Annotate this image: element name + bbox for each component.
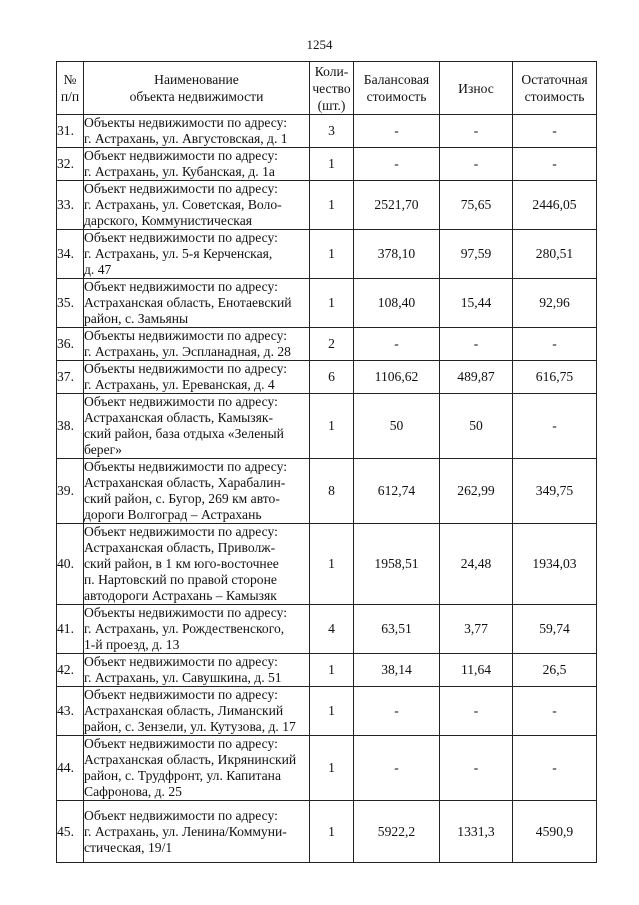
balance-value-cell: 108,40: [354, 279, 440, 328]
property-name-line: 1-й проезд, д. 13: [84, 637, 180, 652]
balance-value-cell: 5922,2: [354, 801, 440, 863]
residual-value-cell: 349,75: [513, 459, 597, 524]
row-number: 35.: [57, 279, 84, 328]
property-name-line: дороги Волгоград – Астрахань: [84, 507, 262, 522]
row-number: 43.: [57, 687, 84, 736]
header-qty: [310, 62, 354, 115]
residual-value-cell: -: [513, 328, 597, 361]
residual-value-cell: 280,51: [513, 230, 597, 279]
wear-cell: 50: [440, 394, 513, 459]
property-name-line: г. Астрахань, ул. 5-я Керченская,: [84, 246, 273, 261]
property-name-line: Астраханская область, Харабалин-: [84, 475, 286, 490]
quantity-cell: 1: [310, 230, 354, 279]
quantity-cell: 1: [310, 524, 354, 605]
residual-value-cell: -: [513, 148, 597, 181]
header-line: Остаточная: [521, 72, 588, 87]
residual-value-cell: 26,5: [513, 654, 597, 687]
header-line: п/п: [60, 89, 80, 104]
quantity-cell: 1: [310, 687, 354, 736]
property-name-line: Объекты недвижимости по адресу:: [84, 361, 287, 376]
balance-value-cell: 378,10: [354, 230, 440, 279]
residual-value-cell: 4590,9: [513, 801, 597, 863]
header-line: стоимость: [366, 89, 427, 104]
row-number: 40.: [57, 524, 84, 605]
balance-value-cell: 50: [354, 394, 440, 459]
row-number: 38.: [57, 394, 84, 459]
table-row: [57, 605, 597, 654]
table-row: [57, 115, 597, 148]
row-number: 34.: [57, 230, 84, 279]
wear-cell: 1331,3: [440, 801, 513, 863]
row-number: 45.: [57, 801, 84, 863]
property-name-line: Объект недвижимости по адресу:: [84, 279, 278, 294]
page-number: 1254: [306, 37, 333, 52]
quantity-cell: 1: [310, 279, 354, 328]
row-number: 41.: [57, 605, 84, 654]
quantity-cell: 2: [310, 328, 354, 361]
table-row: [57, 181, 597, 230]
property-name: [84, 801, 310, 863]
quantity-cell: 1: [310, 181, 354, 230]
property-name-line: г. Астрахань, ул. Советская, Воло-: [84, 197, 282, 212]
property-name-line: Объекты недвижимости по адресу:: [84, 459, 287, 474]
residual-value-cell: 1934,03: [513, 524, 597, 605]
table-row: [57, 328, 597, 361]
property-name-line: район, с. Замьяны: [84, 311, 189, 326]
balance-value-cell: -: [354, 115, 440, 148]
row-number: 36.: [57, 328, 84, 361]
table-row: [57, 361, 597, 394]
property-name-line: г. Астрахань, ул. Августовская, д. 1: [84, 131, 288, 146]
property-name-line: г. Астрахань, ул. Кубанская, д. 1а: [84, 164, 275, 179]
balance-value-cell: 612,74: [354, 459, 440, 524]
property-name-line: Объект недвижимости по адресу:: [84, 148, 278, 163]
property-name-line: г. Астрахань, ул. Ереванская, д. 4: [84, 377, 275, 392]
quantity-cell: 4: [310, 605, 354, 654]
balance-value-cell: 63,51: [354, 605, 440, 654]
header-line: Коли-: [314, 63, 349, 79]
balance-value-cell: 1958,51: [354, 524, 440, 605]
wear-cell: 15,44: [440, 279, 513, 328]
header-line: Износ: [458, 80, 494, 96]
property-name-line: район, с. Трудфронт, ул. Капитана: [84, 768, 281, 783]
header-row: [57, 62, 597, 115]
table-row: [57, 148, 597, 181]
wear-cell: -: [440, 148, 513, 181]
balance-value-cell: -: [354, 687, 440, 736]
row-number: 42.: [57, 654, 84, 687]
residual-value-cell: 59,74: [513, 605, 597, 654]
row-number: 33.: [57, 181, 84, 230]
header-balance: [354, 62, 440, 115]
property-name-line: автодороги Астрахань – Камызяк: [84, 588, 277, 603]
property-name: [84, 459, 310, 524]
property-name-line: Объект недвижимости по адресу:: [84, 181, 278, 196]
residual-value-cell: -: [513, 394, 597, 459]
table-row: [57, 801, 597, 863]
property-name-line: район, с. Зензели, ул. Кутузова, д. 17: [84, 719, 296, 734]
property-name-line: Астраханская область, Камызяк-: [84, 410, 274, 425]
quantity-cell: 1: [310, 801, 354, 863]
row-number: 32.: [57, 148, 84, 181]
header-line: Балансовая: [363, 72, 430, 87]
quantity-cell: 8: [310, 459, 354, 524]
residual-value-cell: 92,96: [513, 279, 597, 328]
property-name: [84, 328, 310, 361]
header-line: №: [63, 72, 77, 87]
balance-value-cell: 1106,62: [354, 361, 440, 394]
property-name-line: г. Астрахань, ул. Рождественского,: [84, 621, 285, 636]
residual-value-cell: -: [513, 115, 597, 148]
property-name-line: Астраханская область, Енотаевский: [84, 295, 292, 310]
table-row: [57, 459, 597, 524]
table-row: [57, 230, 597, 279]
property-name: [84, 654, 310, 687]
balance-value-cell: -: [354, 148, 440, 181]
wear-cell: 489,87: [440, 361, 513, 394]
wear-cell: 3,77: [440, 605, 513, 654]
property-name-line: ский район, база отдыха «Зеленый: [84, 426, 284, 441]
table-row: [57, 654, 597, 687]
property-name-line: п. Нартовский по правой стороне: [84, 572, 277, 587]
table-row: [57, 394, 597, 459]
table-row: [57, 279, 597, 328]
property-name: [84, 230, 310, 279]
property-name-line: Объект недвижимости по адресу:: [84, 807, 278, 823]
property-name-line: Объекты недвижимости по адресу:: [84, 328, 287, 343]
residual-value-cell: 616,75: [513, 361, 597, 394]
property-name-line: Объект недвижимости по адресу:: [84, 687, 278, 702]
quantity-cell: 3: [310, 115, 354, 148]
header-line: (шт.): [317, 97, 346, 113]
property-name: [84, 361, 310, 394]
property-name-line: Астраханская область, Икрянинский: [84, 752, 297, 767]
property-name-line: г. Астрахань, ул. Эспланадная, д. 28: [84, 344, 291, 359]
property-name-line: ский район, с. Бугор, 269 км авто-: [84, 491, 280, 506]
property-name: [84, 115, 310, 148]
property-name-line: дарского, Коммунистическая: [84, 213, 252, 228]
header-num: [57, 62, 84, 115]
property-name-line: Объект недвижимости по адресу:: [84, 230, 278, 245]
property-name: [84, 279, 310, 328]
property-name-line: д. 47: [84, 262, 112, 277]
property-name: [84, 687, 310, 736]
header-line: чество: [312, 80, 351, 96]
property-name: [84, 394, 310, 459]
balance-value-cell: -: [354, 736, 440, 801]
property-name-line: Объект недвижимости по адресу:: [84, 654, 278, 669]
wear-cell: -: [440, 736, 513, 801]
row-number: 44.: [57, 736, 84, 801]
property-name: [84, 524, 310, 605]
table-row: [57, 736, 597, 801]
property-name-line: Сафронова, д. 25: [84, 784, 182, 799]
quantity-cell: 1: [310, 736, 354, 801]
row-number: 31.: [57, 115, 84, 148]
quantity-cell: 1: [310, 148, 354, 181]
wear-cell: -: [440, 115, 513, 148]
wear-cell: -: [440, 687, 513, 736]
property-name: [84, 148, 310, 181]
table-row: [57, 687, 597, 736]
property-name-line: Объект недвижимости по адресу:: [84, 394, 278, 409]
header-name: [84, 62, 310, 115]
header-wear: [440, 62, 513, 115]
row-number: 37.: [57, 361, 84, 394]
balance-value-cell: -: [354, 328, 440, 361]
property-name-line: ский район, в 1 км юго-восточнее: [84, 556, 279, 571]
wear-cell: 97,59: [440, 230, 513, 279]
property-table: [56, 61, 597, 863]
property-name: [84, 736, 310, 801]
balance-value-cell: 38,14: [354, 654, 440, 687]
property-name-line: стическая, 19/1: [84, 839, 173, 855]
property-name-line: г. Астрахань, ул. Савушкина, д. 51: [84, 670, 282, 685]
property-name-line: берег»: [84, 442, 122, 457]
balance-value-cell: 2521,70: [354, 181, 440, 230]
header-line: объекта недвижимости: [129, 89, 264, 104]
residual-value-cell: -: [513, 687, 597, 736]
wear-cell: 24,48: [440, 524, 513, 605]
header-line: Наименование: [154, 72, 239, 87]
header-residual: [513, 62, 597, 115]
property-name-line: Объект недвижимости по адресу:: [84, 736, 278, 751]
row-number: 39.: [57, 459, 84, 524]
property-name-line: Объекты недвижимости по адресу:: [84, 605, 287, 620]
property-name: [84, 181, 310, 230]
property-name-line: Объекты недвижимости по адресу:: [84, 115, 287, 130]
wear-cell: 11,64: [440, 654, 513, 687]
quantity-cell: 1: [310, 654, 354, 687]
property-name-line: Объект недвижимости по адресу:: [84, 524, 278, 539]
wear-cell: 75,65: [440, 181, 513, 230]
wear-cell: -: [440, 328, 513, 361]
residual-value-cell: 2446,05: [513, 181, 597, 230]
property-name-line: Астраханская область, Приволж-: [84, 540, 276, 555]
property-name-line: Астраханская область, Лиманский: [84, 703, 284, 718]
residual-value-cell: -: [513, 736, 597, 801]
wear-cell: 262,99: [440, 459, 513, 524]
quantity-cell: 1: [310, 394, 354, 459]
table-row: [57, 524, 597, 605]
header-line: стоимость: [524, 89, 585, 104]
property-name: [84, 605, 310, 654]
property-name-line: г. Астрахань, ул. Ленина/Коммуни-: [84, 823, 287, 839]
quantity-cell: 6: [310, 361, 354, 394]
